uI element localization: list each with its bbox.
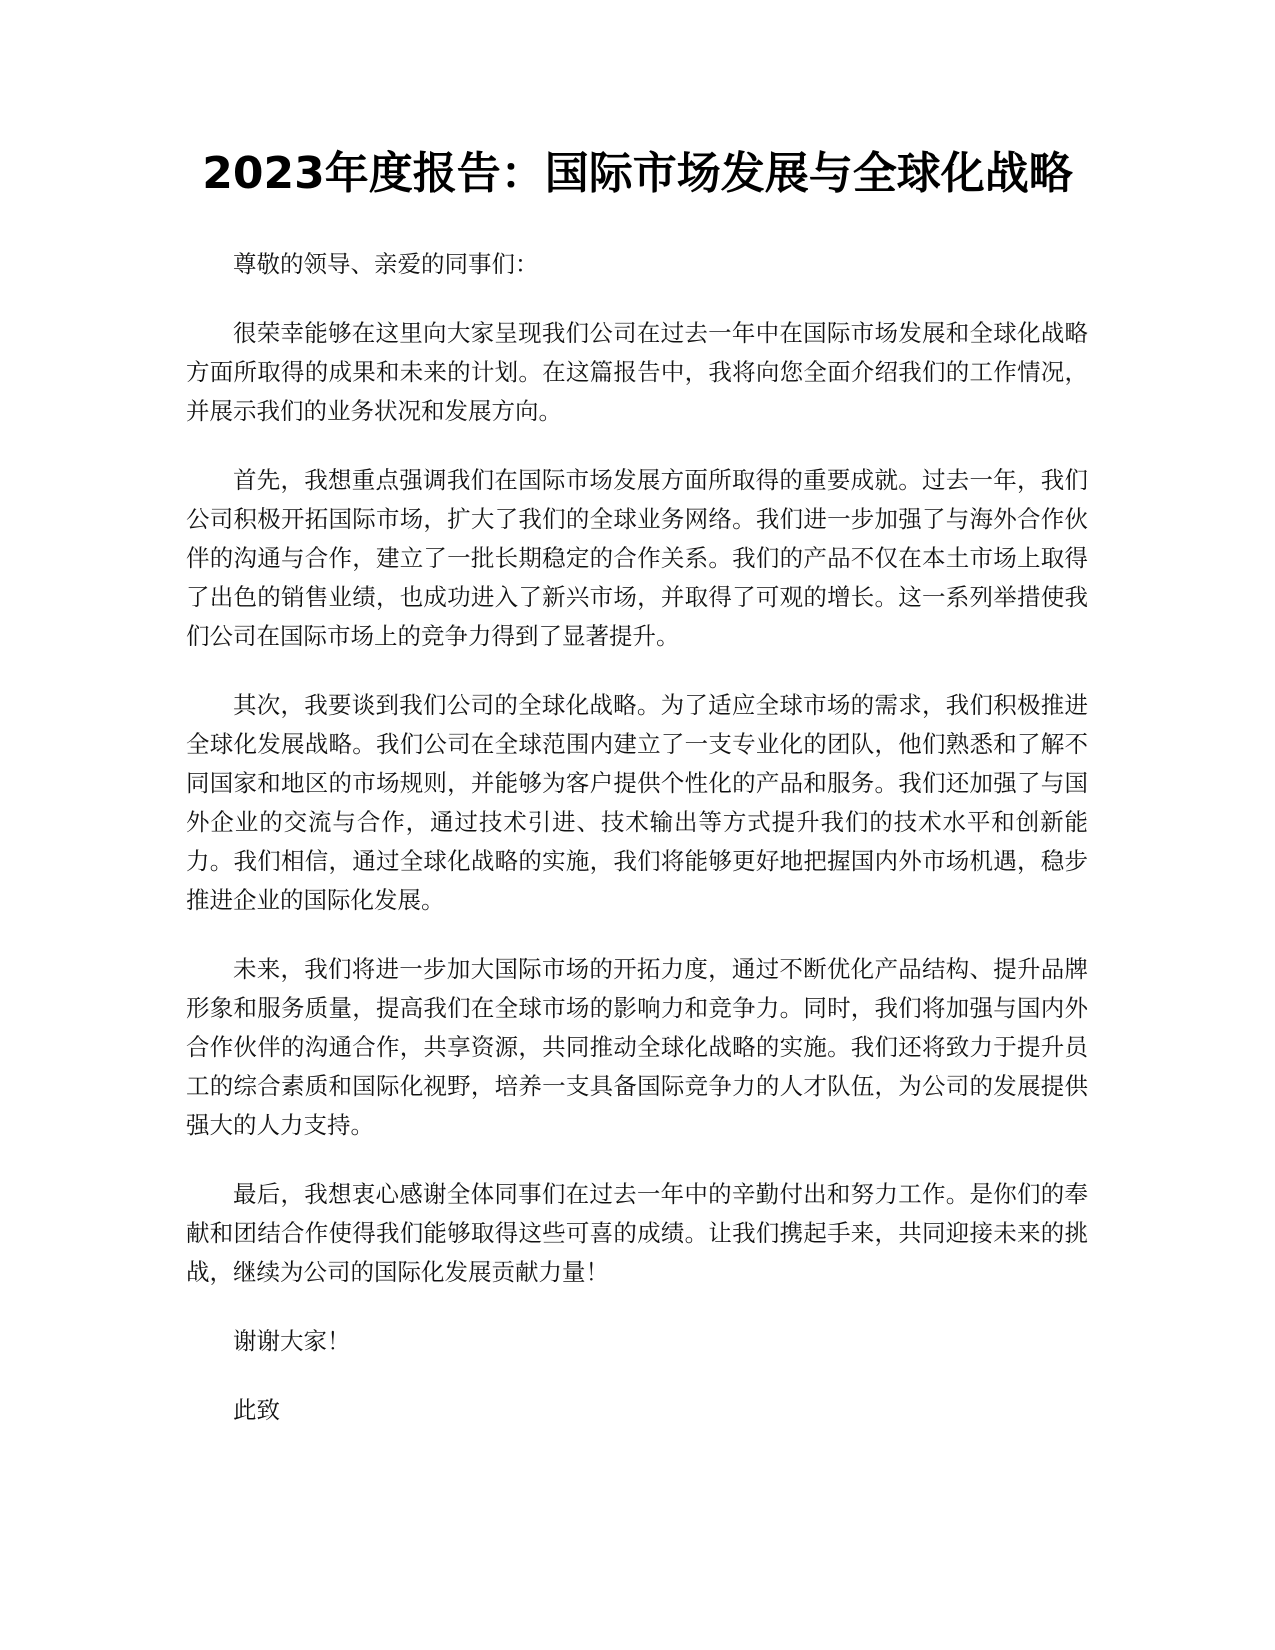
paragraph-strategy: 其次，我要谈到我们公司的全球化战略。为了适应全球市场的需求，我们积极推进全球化发展战略。我们公司在全球范围内建立了一支专业化的团队，他们熟悉和了解不同国家和地区的市场规则，并能够为客户提供个性化的产品和服务。我们还加强了与国外企业的交流与合作，通过技术引进、技术输出等方式提升我们的技术水平和创新能力。我们相信，通过全球化战略的实施，我们将能够更好地把握国内外市场机遇，稳步推进企业的国际化发展。 (186, 691, 1088, 914)
paragraph-gratitude: 最后，我想衷心感谢全体同事们在过去一年中的辛勤付出和努力工作。是你们的奉献和团结合作使得我们能够取得这些可喜的成绩。让我们携起手来，共同迎接未来的挑战，继续为公司的国际化发展贡献力量！ (186, 1180, 1088, 1286)
paragraph-intro: 很荣幸能够在这里向大家呈现我们公司在过去一年中在国际市场发展和全球化战略方面所取得的成果和未来的计划。在这篇报告中，我将向您全面介绍我们的工作情况，并展示我们的业务状况和发展方向。 (186, 319, 1088, 425)
document-body (186, 245, 1088, 1460)
paragraph-achievements: 首先，我想重点强调我们在国际市场发展方面所取得的重要成就。过去一年，我们公司积极开拓国际市场，扩大了我们的全球业务网络。我们进一步加强了与海外合作伙伴的沟通与合作，建立了一批长期稳定的合作关系。我们的产品不仅在本土市场上取得了出色的销售业绩，也成功进入了新兴市场，并取得了可观的增长。这一系列举措使我们公司在国际市场上的竞争力得到了显著提升。 (186, 466, 1088, 650)
paragraph-future: 未来，我们将进一步加大国际市场的开拓力度，通过不断优化产品结构、提升品牌形象和服务质量，提高我们在全球市场的影响力和竞争力。同时，我们将加强与国内外合作伙伴的沟通合作，共享资源，共同推动全球化战略的实施。我们还将致力于提升员工的综合素质和国际化视野，培养一支具备国际竞争力的人才队伍，为公司的发展提供强大的人力支持。 (186, 955, 1088, 1139)
thanks-line: 谢谢大家！ (233, 1327, 351, 1355)
document-title: 2023年度报告：国际市场发展与全球化战略 (202, 148, 1073, 199)
salutation: 尊敬的领导、亲爱的同事们： (233, 250, 539, 278)
closing-line: 此致 (233, 1396, 280, 1424)
